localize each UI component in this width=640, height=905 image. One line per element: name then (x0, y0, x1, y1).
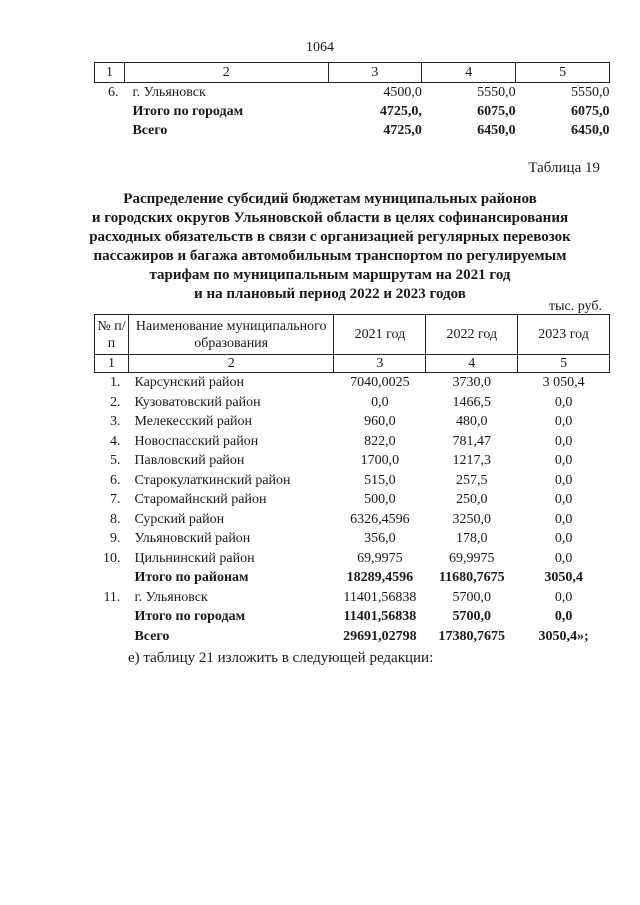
row-name: Итого по городам (132, 104, 244, 119)
index-cell: 3 (334, 355, 426, 373)
value-cell: 5550,0 (571, 85, 610, 100)
value-cell: 0,0 (554, 453, 573, 469)
value-cell: 6075,0 (477, 104, 516, 119)
value-cell: 480,0 (456, 414, 488, 430)
row-number: 9. (109, 531, 121, 547)
row-name: Сурский район (134, 511, 225, 527)
value-cell: 0,0 (554, 433, 573, 449)
value-cell: 3 050,4 (542, 375, 585, 391)
top-col-2: 2 (124, 63, 328, 83)
page-number: 1064 (306, 40, 334, 55)
value-cell: 3730,0 (452, 375, 492, 391)
value-cell: 257,5 (456, 472, 488, 488)
row-name: Всего (132, 123, 168, 138)
title-line: и на плановый период 2022 и 2023 годов (194, 286, 466, 302)
value-cell: 1700,0 (360, 453, 400, 469)
value-cell: 515,0 (364, 472, 396, 488)
value-cell: 7040,0025 (350, 375, 410, 391)
subsidy-table-body (95, 315, 610, 647)
table-row (95, 412, 610, 432)
table-row (95, 393, 610, 413)
row-number: 4. (109, 433, 121, 449)
value-cell: 0,0 (371, 394, 389, 410)
table-row (95, 83, 610, 103)
title-line: пассажиров и багажа автомобильным транспортом по регулируемым (93, 248, 567, 264)
row-name: г. Ульяновск (134, 589, 208, 605)
value-cell: 6450,0 (571, 123, 610, 138)
row-name: Старомайнский район (134, 492, 267, 508)
value-cell: 3250,0 (452, 511, 492, 527)
index-cell: 5 (518, 355, 610, 373)
row-name: Цильнинский район (134, 550, 255, 566)
value-cell: 960,0 (364, 414, 396, 430)
value-cell: 17380,7675 (438, 628, 506, 644)
table-row (95, 510, 610, 530)
value-cell: 781,47 (452, 433, 492, 449)
row-number: 6. (107, 85, 119, 100)
table-row (95, 627, 610, 647)
table-row (95, 588, 610, 608)
title-line: Распределение субсидий бюджетам муниципальных районов (123, 191, 537, 207)
row-name: Кузоватовский район (134, 394, 261, 410)
value-cell: 6450,0 (477, 123, 516, 138)
title-line: расходных обязательств в связи с организацией регулярных перевозок (89, 229, 571, 245)
table-row (95, 568, 610, 588)
index-row (95, 355, 610, 373)
value-cell: 3050,4 (544, 570, 583, 586)
value-cell: 11401,56838 (343, 589, 417, 605)
value-cell: 0,0 (554, 589, 573, 605)
value-cell: 250,0 (456, 492, 488, 508)
row-number: 6. (109, 472, 121, 488)
table-title (70, 190, 590, 304)
top-col-3: 3 (328, 63, 422, 83)
value-cell: 11680,7675 (438, 570, 505, 586)
row-number: 7. (109, 492, 121, 508)
row-number: 11. (103, 589, 121, 605)
value-cell: 0,0 (554, 414, 573, 430)
value-cell: 178,0 (456, 531, 488, 547)
row-name: г. Ульяновск (132, 85, 206, 100)
title-line: тарифам по муниципальным маршрутам на 2021 год (149, 267, 511, 283)
top-col-4: 4 (422, 63, 516, 83)
header-num: № п/п (95, 315, 129, 355)
value-cell: 11401,56838 (343, 609, 417, 625)
value-cell: 3050,4»; (538, 628, 589, 644)
row-number (95, 607, 129, 627)
table-row (95, 373, 610, 393)
row-number: 3. (109, 414, 121, 430)
value-cell: 69,9975 (357, 550, 403, 566)
table-row (95, 490, 610, 510)
table-row (95, 102, 610, 121)
value-cell: 5550,0 (477, 85, 516, 100)
value-cell: 69,9975 (449, 550, 495, 566)
table-row (95, 451, 610, 471)
value-cell: 822,0 (364, 433, 396, 449)
units-label: тыс. руб. (549, 299, 602, 314)
row-name: Всего (134, 628, 170, 644)
top-col-1: 1 (95, 63, 125, 83)
row-name: Итого по городам (134, 609, 246, 625)
row-name: Мелекесский район (134, 414, 253, 430)
value-cell: 0,0 (554, 609, 573, 625)
value-cell: 6326,4596 (350, 511, 410, 527)
value-cell: 500,0 (364, 492, 396, 508)
row-number: 1. (109, 375, 121, 391)
table-row (95, 529, 610, 549)
top-table-header (95, 63, 610, 83)
table-row (95, 121, 610, 140)
index-cell: 2 (128, 355, 334, 373)
row-number (95, 627, 129, 647)
value-cell: 29691,02798 (343, 628, 417, 644)
row-name: Новоспасский район (134, 433, 259, 449)
row-number: 2. (109, 394, 121, 410)
row-number (95, 568, 129, 588)
index-cell: 4 (426, 355, 518, 373)
header-2021: 2021 год (334, 315, 426, 355)
top-col-5: 5 (516, 63, 610, 83)
value-cell: 1466,5 (452, 394, 492, 410)
row-number: 8. (109, 511, 121, 527)
index-cell: 1 (95, 355, 129, 373)
value-cell: 356,0 (364, 531, 396, 547)
title-line: и городских округов Ульяновской области в целях софинансирования (91, 210, 569, 226)
value-cell: 4725,0, (379, 104, 422, 119)
value-cell: 0,0 (554, 531, 573, 547)
subsidy-table-header (95, 315, 610, 355)
value-cell: 4500,0 (383, 85, 422, 100)
top-table-body (95, 63, 610, 141)
value-cell: 0,0 (554, 472, 573, 488)
row-number: 10. (102, 550, 121, 566)
subsidy-table (94, 314, 610, 646)
value-cell: 5700,0 (452, 589, 492, 605)
header-2022: 2022 год (426, 315, 518, 355)
table-row (95, 471, 610, 491)
table-row (95, 549, 610, 569)
row-name: Ульяновский район (134, 531, 251, 547)
value-cell: 5700,0 (452, 609, 492, 625)
value-cell: 1217,3 (452, 453, 492, 469)
table-row (95, 607, 610, 627)
value-cell: 0,0 (554, 492, 573, 508)
header-2023: 2023 год (518, 315, 610, 355)
top-table (94, 62, 610, 140)
row-name: Старокулаткинский район (134, 472, 291, 488)
row-name: Павловский район (134, 453, 245, 469)
header-name: Наименование муниципального образования (128, 315, 334, 355)
table-row (95, 432, 610, 452)
row-number: 5. (109, 453, 121, 469)
table-caption: Таблица 19 (528, 160, 600, 176)
value-cell: 18289,4596 (346, 570, 414, 586)
row-name: Итого по районам (134, 570, 249, 586)
row-number (95, 121, 125, 140)
row-number (95, 102, 125, 121)
value-cell: 4725,0 (383, 123, 422, 138)
value-cell: 6075,0 (571, 104, 610, 119)
value-cell: 0,0 (554, 550, 573, 566)
value-cell: 0,0 (554, 511, 573, 527)
row-name: Карсунский район (134, 375, 245, 391)
value-cell: 0,0 (554, 394, 573, 410)
amendment-note: е) таблицу 21 изложить в следующей редакции: (128, 650, 434, 666)
